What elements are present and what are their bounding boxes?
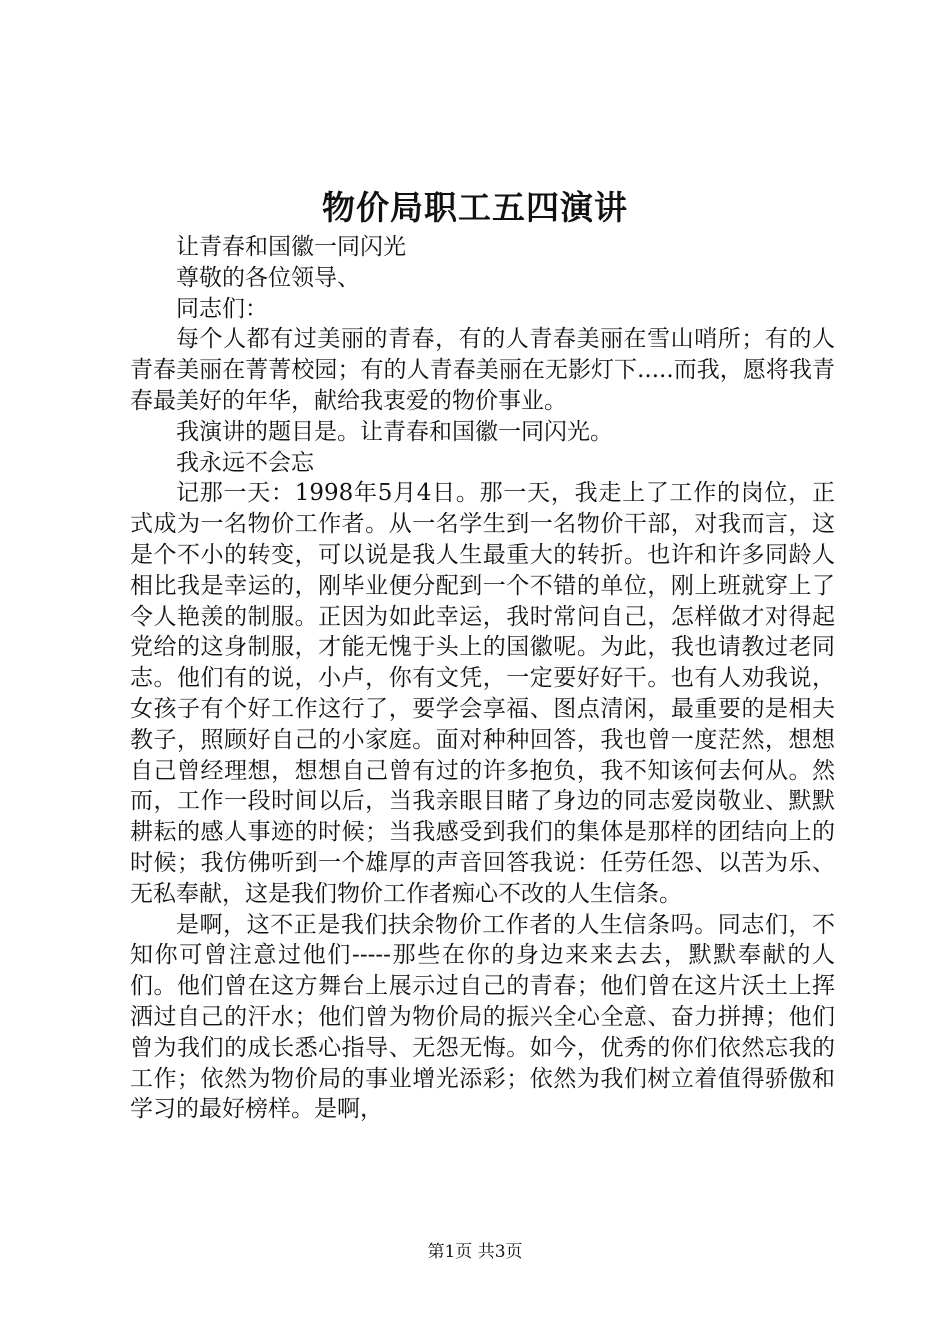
paragraph-salutation: 尊敬的各位领导、 bbox=[176, 264, 360, 291]
paragraph-topic: 我演讲的题目是。让青春和国徽一同闪光。 bbox=[176, 418, 613, 445]
paragraph-intro: 每个人都有过美丽的青春，有的人青春美丽在雪山哨所；有的人青春美丽在菁菁校园；有的人青春美丽在无影灯下.....而我，愿将我青春最美好的年华，献给我衷爱的物价事业。 bbox=[130, 326, 835, 414]
paragraph-subtitle: 让青春和国徽一同闪光 bbox=[176, 234, 406, 260]
document-body bbox=[130, 232, 835, 1125]
paragraph-salutation-2: 同志们： bbox=[176, 295, 268, 322]
paragraph-story: 记那一天：1998年5月4日。那一天，我走上了工作的岗位，正式成为一名物价工作者。从一名学生到一名物价干部，对我而言，这是个不小的转变，可以说是我人生最重大的转折。也许和许多同龄人相比我是幸运的，刚毕业便分配到一个不错的单位，刚上班就穿上了令人艳羡的制服。正因为如此幸运，我时常问自己，怎样做才对得起党给的这身制服，才能无愧于头上的国徽呢。为此，我也请教过老同志。他们有的说，小卢，你有文凭，一定要好好干。也有人劝我说，女孩子有个好工作这行了，要学会享福、图点清闲，最重要的是相夫教子，照顾好自己的小家庭。面对种种回答，我也曾一度茫然，想想自己曾经理想，想想自己曾有过的许多抱负，我不知该何去何从。然而，工作一段时间以后，当我亲眼目睹了身边的同志爱岗敬业、默默耕耘的感人事迹的时候；当我感受到我们的集体是那样的团结向上的时候；我仿佛听到一个雄厚的声音回答我说：任劳任怨、以苦为乐、无私奉献，这是我们物价工作者痴心不改的人生信条。 bbox=[130, 480, 835, 907]
paragraph-never-forget: 我永远不会忘 bbox=[176, 449, 314, 476]
paragraph-tribute: 是啊，这不正是我们扶余物价工作者的人生信条吗。同志们，不知你可曾注意过他们-----那些在你的身边来来去去，默默奉献的人们。他们曾在这方舞台上展示过自己的青春；他们曾在这片沃土上挥洒过自己的汗水；他们曾为物价局的振兴全心全意、奋力拼搏；他们曾为我们的成长悉心指导、无怨无悔。如今，优秀的你们依然忘我的工作；依然为物价局的事业增光添彩；依然为我们树立着值得骄傲和学习的最好榜样。是啊， bbox=[130, 911, 835, 1123]
page-footer: 第1页 共3页 bbox=[427, 1242, 523, 1262]
document-title: 物价局职工五四演讲 bbox=[322, 188, 628, 227]
